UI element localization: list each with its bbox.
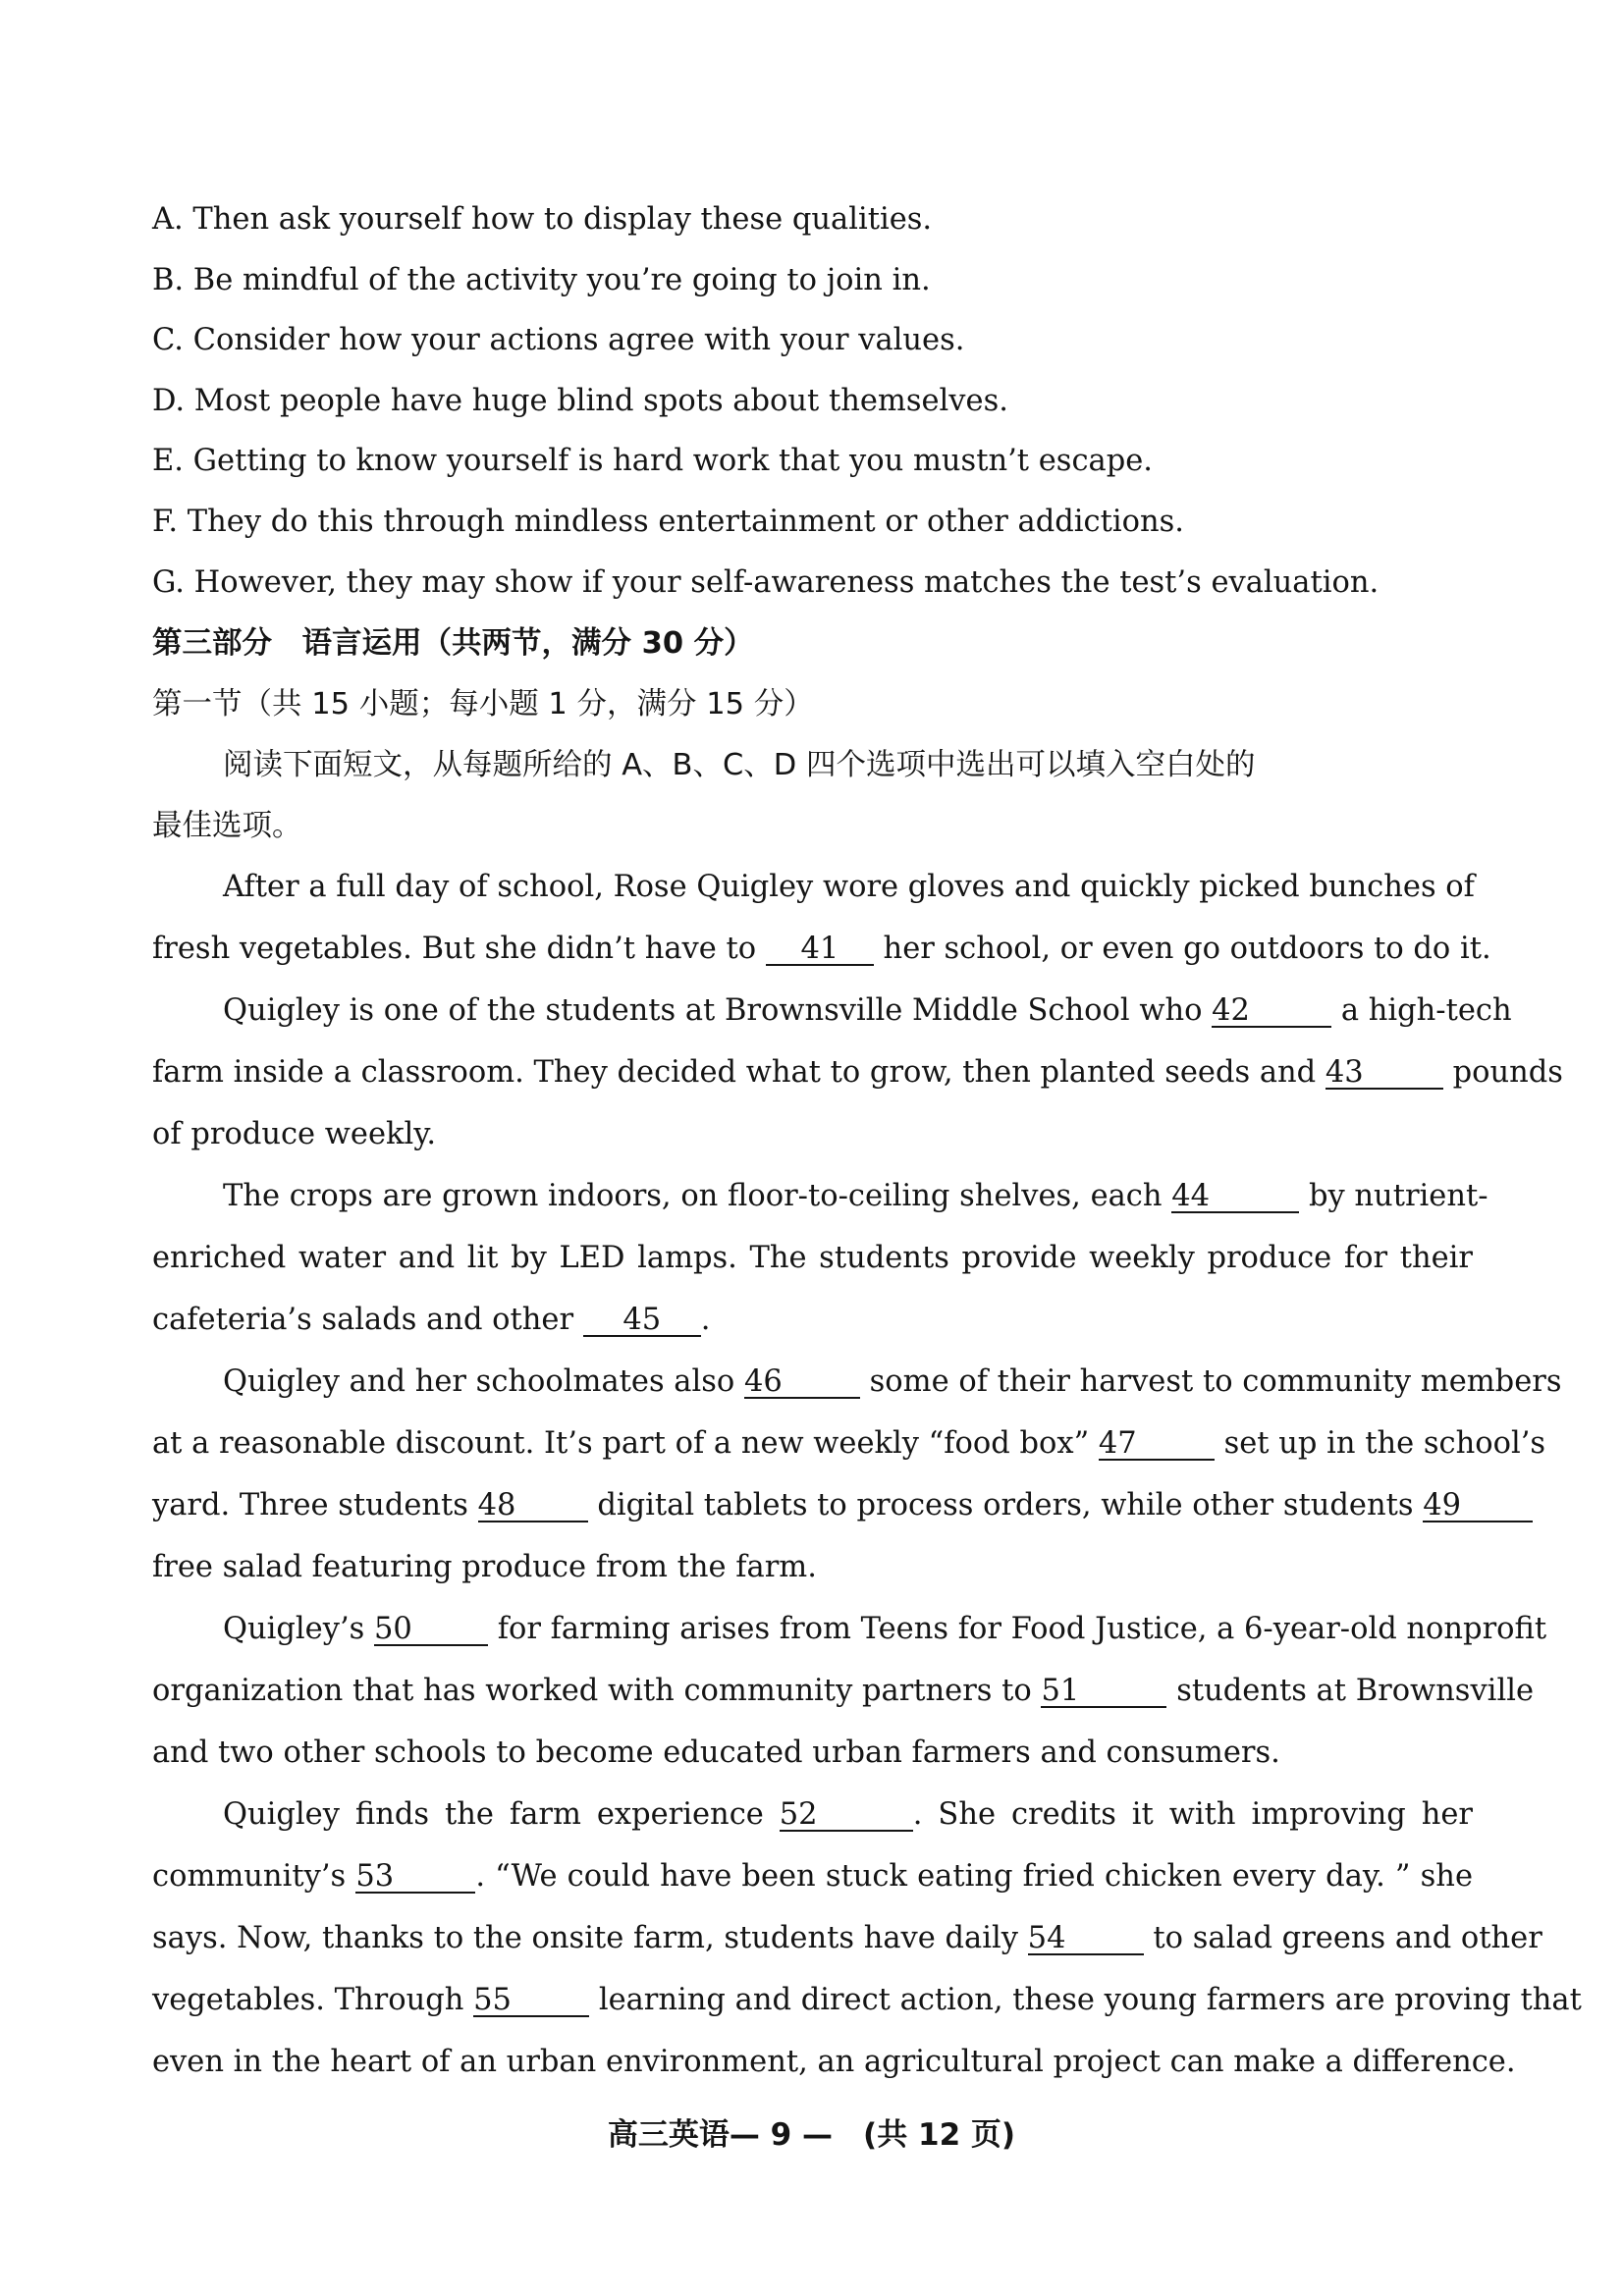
passage-line	[152, 1795, 1473, 1835]
passage-text: set up in the school’s	[1223, 1426, 1546, 1461]
passage-line: free salad featuring produce from the farm.	[152, 1550, 817, 1584]
passage-text: digital tablets to process orders, while other students	[597, 1488, 1414, 1522]
passage-line: even in the heart of an urban environment, an agricultural project can make a difference.	[152, 2045, 1516, 2079]
passage-line	[152, 1362, 1562, 1402]
passage-text: pounds	[1452, 1055, 1563, 1090]
instruction-line-2: 最佳选项。	[152, 809, 302, 843]
option-f: F. They do this through mindless entertainment or other addictions.	[152, 505, 1184, 539]
passage-text: Quigley’s	[223, 1612, 365, 1646]
passage-text: her school, or even go outdoors to do it.	[883, 932, 1491, 966]
section-title: 第三部分 语言运用（共两节，满分 30 分）	[152, 626, 754, 661]
passage-text: farm inside a classroom. They decided what to grow, then planted seeds and	[152, 1055, 1317, 1090]
passage-text: Quigley is one of the students at Brownsville Middle School who	[223, 993, 1203, 1028]
passage-text: Quigley and her schoolmates also	[223, 1364, 735, 1399]
passage-text: vegetables. Through	[152, 1983, 464, 2017]
page-footer: 高三英语— 9 — (共 12 页)	[607, 2117, 1016, 2153]
blank-48: 48	[478, 1491, 588, 1522]
passage-line	[152, 1424, 1546, 1464]
passage-text: .	[700, 1303, 711, 1337]
passage-text: . She credits it with improving her	[912, 1797, 1473, 1832]
blank-43: 43	[1325, 1058, 1443, 1090]
blank-50: 50	[374, 1615, 488, 1646]
passage-text: says. Now, thanks to the onsite farm, students have daily	[152, 1921, 1018, 1955]
passage-line	[152, 1672, 1534, 1711]
passage-line	[152, 1857, 1473, 1896]
passage-text: fresh vegetables. But she didn’t have to	[152, 932, 757, 966]
blank-42: 42	[1212, 996, 1331, 1028]
blank-47: 47	[1099, 1429, 1215, 1461]
passage-text: Quigley finds the farm experience	[223, 1797, 764, 1832]
passage-text: yard. Three students	[152, 1488, 468, 1522]
passage-line	[152, 1177, 1488, 1216]
passage-text: a high-tech	[1340, 993, 1512, 1028]
passage-text: learning and direct action, these young farmers are proving that	[598, 1983, 1582, 2017]
passage-text: some of their harvest to community members	[869, 1364, 1562, 1399]
passage-line: and two other schools to become educated urban farmers and consumers.	[152, 1735, 1280, 1770]
passage-text: by nutrient-	[1308, 1179, 1488, 1213]
passage-text: . “We could have been stuck eating fried chicken every day. ” she	[475, 1859, 1473, 1894]
blank-46: 46	[744, 1367, 860, 1399]
passage-text: for farming arises from Teens for Food Justice, a 6-year-old nonprofit	[497, 1612, 1547, 1646]
passage-text: at a reasonable discount. It’s part of a new weekly “food box”	[152, 1426, 1090, 1461]
passage-line	[152, 1486, 1473, 1525]
passage-line	[152, 1981, 1582, 2020]
passage-line	[152, 991, 1512, 1031]
blank-51: 51	[1041, 1677, 1166, 1708]
passage-text: organization that has worked with community partners to	[152, 1674, 1032, 1708]
passage-line	[152, 1301, 1473, 1340]
passage-line	[152, 930, 1491, 969]
option-b: B. Be mindful of the activity you’re going to join in.	[152, 263, 931, 297]
passage-line: After a full day of school, Rose Quigley wore gloves and quickly picked bunches of	[223, 870, 1475, 904]
passage-line: of produce weekly.	[152, 1117, 437, 1151]
passage-line: enriched water and lit by LED lamps. The students provide weekly produce for their	[152, 1241, 1473, 1275]
blank-49: 49	[1423, 1491, 1533, 1522]
passage-line	[152, 1610, 1547, 1649]
blank-55: 55	[473, 1986, 589, 2017]
blank-44: 44	[1171, 1182, 1299, 1213]
passage-text: The crops are grown indoors, on floor-to-ceiling shelves, each	[223, 1179, 1163, 1213]
option-d: D. Most people have huge blind spots about themselves.	[152, 384, 1008, 418]
passage-text: students at Brownsville	[1176, 1674, 1534, 1708]
option-e: E. Getting to know yourself is hard work that you mustn’t escape.	[152, 444, 1153, 478]
passage-text: community’s	[152, 1859, 347, 1894]
instruction-line-1: 阅读下面短文，从每题所给的 A、B、C、D 四个选项中选出可以填入空白处的	[223, 748, 1256, 782]
passage-text: to salad greens and other	[1153, 1921, 1542, 1955]
passage-line	[152, 1919, 1542, 1958]
blank-53: 53	[355, 1862, 475, 1894]
blank-54: 54	[1028, 1924, 1144, 1955]
option-g: G. However, they may show if your self-awareness matches the test’s evaluation.	[152, 565, 1380, 600]
blank-52: 52	[780, 1800, 913, 1832]
passage-text: cafeteria’s salads and other	[152, 1303, 574, 1337]
blank-41: 41	[766, 934, 874, 966]
passage-line	[152, 1053, 1563, 1093]
option-a: A. Then ask yourself how to display these qualities.	[152, 202, 933, 237]
option-c: C. Consider how your actions agree with your values.	[152, 323, 965, 357]
part-title: 第一节（共 15 小题；每小题 1 分，满分 15 分）	[152, 687, 814, 721]
blank-45: 45	[583, 1306, 701, 1337]
